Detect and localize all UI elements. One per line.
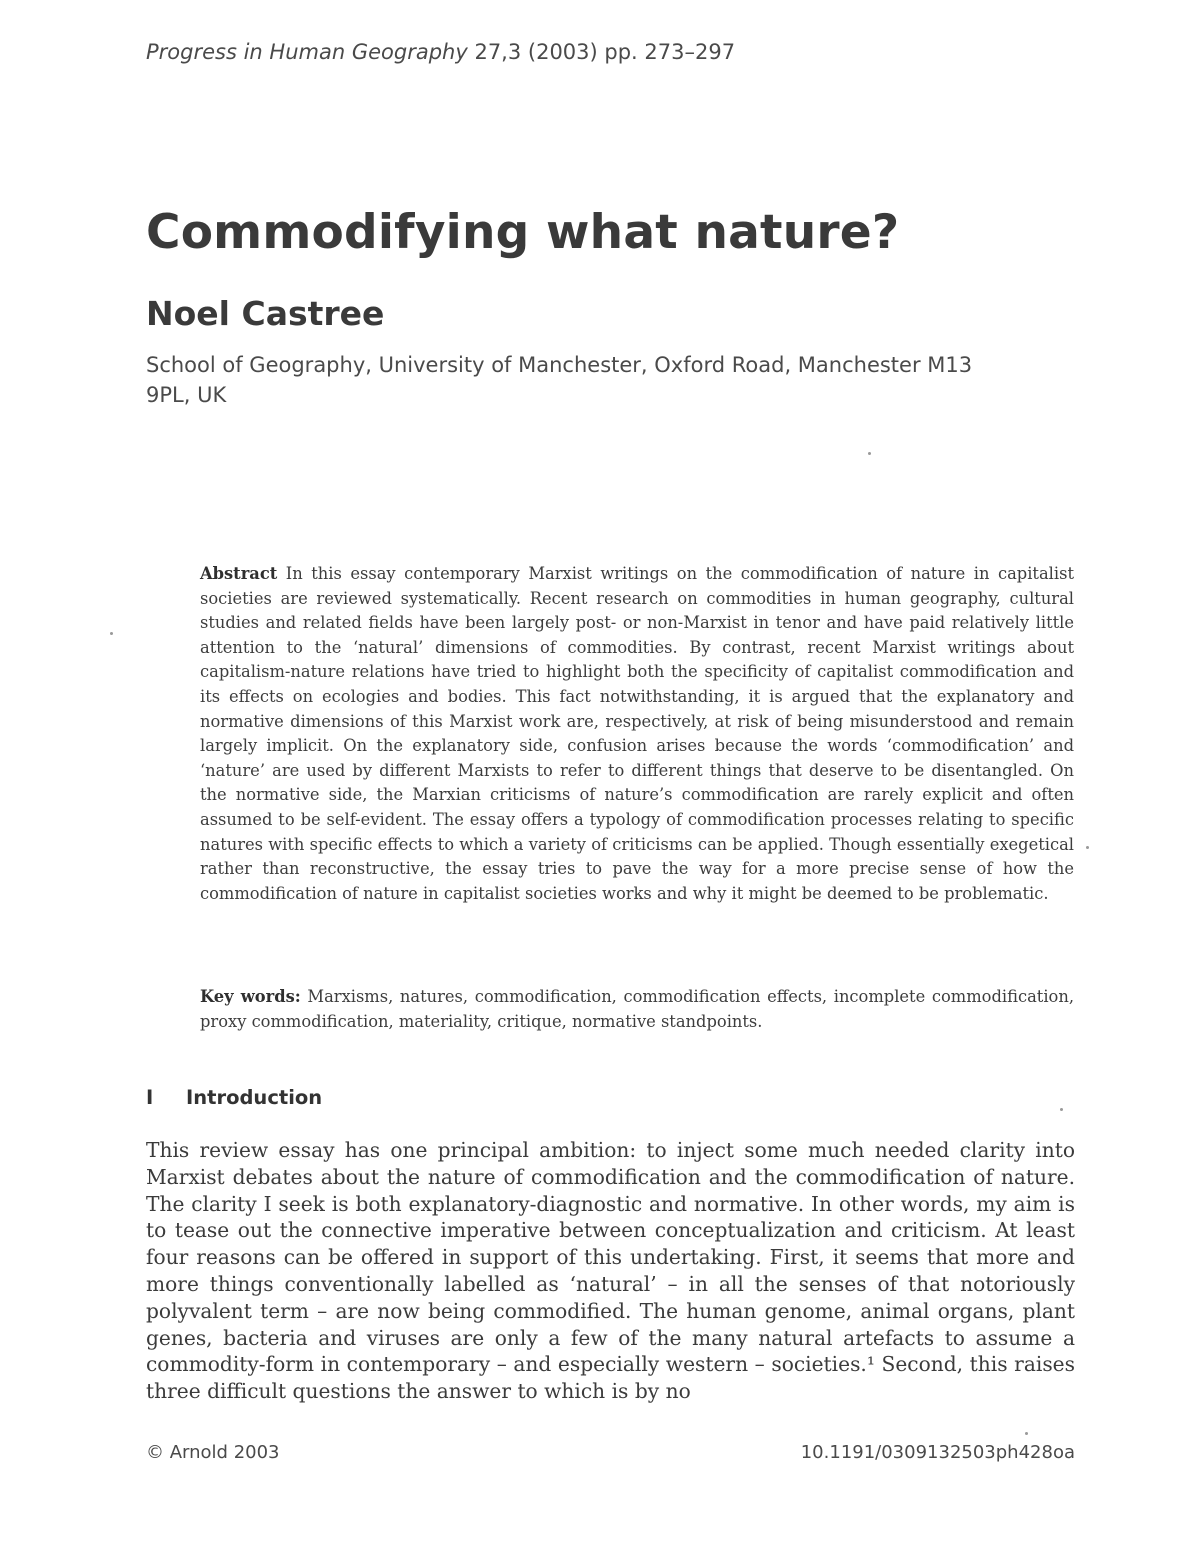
abstract-text: In this essay contemporary Marxist writings on the commodification of nature in capitalist societies are reviewed systematically. Recent research on commodities in human geography, cultural studies and related fields have been largely post- or non-Marxist in tenor and have paid relatively little attention to the ‘natural’ dimensions of commodities. By contrast, recent Marxist writings about capitalism-nature relations have tried to highlight both the specificity of capitalist commodification and its effects on ecologies and bodies. This fact notwithstanding, it is argued that the explanatory and normative dimensions of this Marxist work are, respectively, at risk of being misunderstood and remain largely implicit. On the explanatory side, confusion arises because the words ‘commodification’ and ‘nature’ are used by different Marxists to refer to different things that deserve to be disentangled. On the normative side, the Marxian criticisms of nature’s commodification are rarely explicit and often assumed to be self-evident. The essay offers a typology of commodification processes relating to specific natures with specific effects to which a variety of criticisms can be applied. Though essentially exegetical rather than reconstructive, the essay tries to pave the way for a more precise sense of how the commodification of nature in capitalist societies works and why it might be deemed to be problematic. bbox=[200, 564, 1074, 903]
keywords-label: Key words: bbox=[200, 987, 301, 1006]
article-title: Commodifying what nature? bbox=[146, 205, 900, 260]
author-affiliation: School of Geography, University of Manchester, Oxford Road, Manchester M13 9PL, UK bbox=[146, 353, 973, 407]
copyright-notice: © Arnold 2003 bbox=[146, 1442, 280, 1463]
section-title: Introduction bbox=[186, 1086, 323, 1109]
scan-speck bbox=[868, 452, 871, 455]
keywords bbox=[200, 985, 1074, 1034]
section-heading bbox=[146, 1086, 322, 1109]
abstract bbox=[200, 562, 1074, 906]
journal-name: Progress in Human Geography bbox=[146, 40, 468, 64]
scan-speck bbox=[1060, 1108, 1063, 1111]
abstract-label: Abstract bbox=[200, 564, 278, 583]
scan-speck bbox=[110, 632, 113, 635]
keywords-text: Marxisms, natures, commodification, commodification effects, incomplete commodification, proxy commodification, materiality, critique, normative standpoints. bbox=[200, 987, 1074, 1031]
author-name: Noel Castree bbox=[146, 294, 385, 333]
scan-speck bbox=[1086, 846, 1089, 849]
doi: 10.1191/0309132503ph428oa bbox=[800, 1442, 1075, 1463]
scan-speck bbox=[1025, 1432, 1028, 1435]
section-number: I bbox=[146, 1086, 154, 1109]
body-paragraph: This review essay has one principal ambition: to inject some much needed clarity into Marxist debates about the nature of commodification and the commodification of nature. The clarity I seek is both explanatory-diagnostic and normative. In other words, my aim is to tease out the connective imperative between conceptualization and criticism. At least four reasons can be offered in support of this undertaking. First, it seems that more and more things conventionally labelled as ‘natural’ – in all the senses of that notoriously polyvalent term – are now being commodified. The human genome, animal organs, plant genes, bacteria and viruses are only a few of the many natural artefacts to assume a commodity-form in contemporary – and especially western – societies.¹ Second, this raises three difficult questions the answer to which is by no bbox=[146, 1138, 1075, 1404]
running-head bbox=[146, 40, 846, 64]
journal-citation: 27,3 (2003) pp. 273–297 bbox=[474, 40, 736, 64]
